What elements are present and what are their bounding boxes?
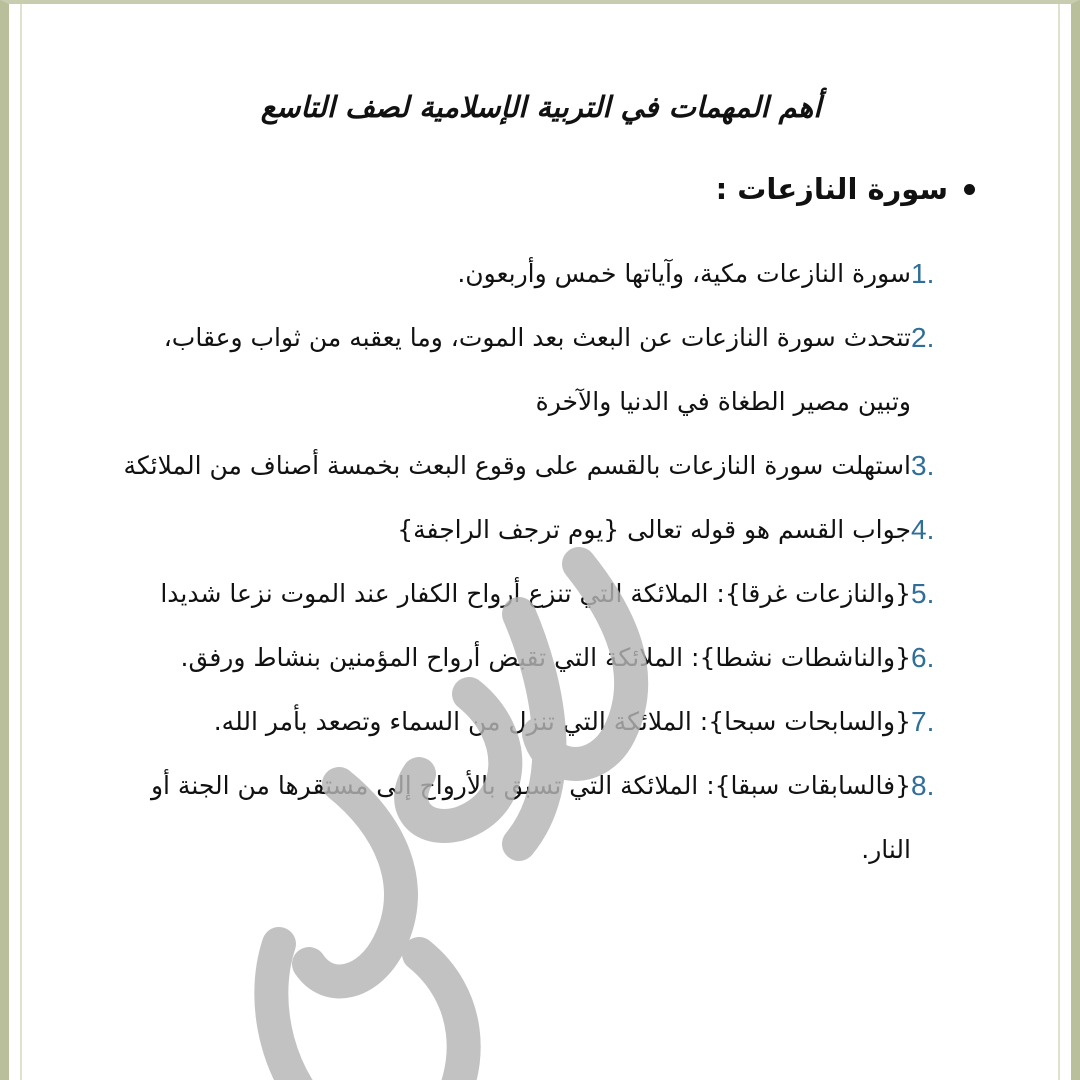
- list-item: [116, 754, 935, 882]
- bullet-icon: [964, 184, 975, 195]
- list-item: [116, 306, 935, 434]
- list-item-text: استهلت سورة النازعات بالقسم على وقوع البعث بخمسة أصناف من الملائكة: [123, 451, 911, 480]
- list-item: [116, 562, 935, 626]
- document-title-text: أهم المهمات في التربية الإسلامية لصف التاسع: [260, 90, 822, 124]
- list-item: [116, 690, 935, 754]
- list-item-number: 4.: [911, 514, 935, 545]
- list-item: [116, 242, 935, 306]
- list-item: [116, 626, 935, 690]
- list-item-number: 6.: [911, 642, 935, 673]
- list-item: [116, 498, 935, 562]
- section-heading: [716, 172, 975, 206]
- list-item-text: {فالسابقات سبقا}: الملائكة التي تسبق بالأرواح إلى مستقرها من الجنة أو النار.: [150, 771, 911, 864]
- numbered-list: [116, 242, 935, 882]
- list-item-text: تتحدث سورة النازعات عن البعث بعد الموت، وما يعقبه من ثواب وعقاب، وتبين مصير الطغاة في الدنيا والآخرة: [163, 323, 911, 416]
- list-item-number: 8.: [911, 770, 935, 801]
- list-item-number: 3.: [911, 450, 935, 481]
- list-item-text: {والنازعات غرقا}: الملائكة التي تنزع أرواح الكفار عند الموت نزعا شديدا: [160, 579, 911, 608]
- list-item-text: {والناشطات نشطا}: الملائكة التي تقبض أرواح المؤمنين بنشاط ورفق.: [180, 643, 911, 672]
- list-item-text: جواب القسم هو قوله تعالى {يوم ترجف الراجفة}: [397, 515, 911, 544]
- list-item-text: {والسابحات سبحا}: الملائكة التي تنزل من السماء وتصعد بأمر الله.: [213, 707, 911, 736]
- list-item-number: 2.: [911, 322, 935, 353]
- list-item-number: 1.: [911, 258, 935, 289]
- list-item-number: 7.: [911, 706, 935, 737]
- list-item-text: سورة النازعات مكية، وآياتها خمس وأربعون.: [457, 259, 911, 288]
- right-border-rule: [1058, 4, 1060, 1080]
- section-heading-text: سورة النازعات :: [715, 172, 948, 206]
- list-item-number: 5.: [911, 578, 935, 609]
- document-title: [9, 90, 1080, 124]
- left-border-rule: [20, 4, 22, 1080]
- list-item: [116, 434, 935, 498]
